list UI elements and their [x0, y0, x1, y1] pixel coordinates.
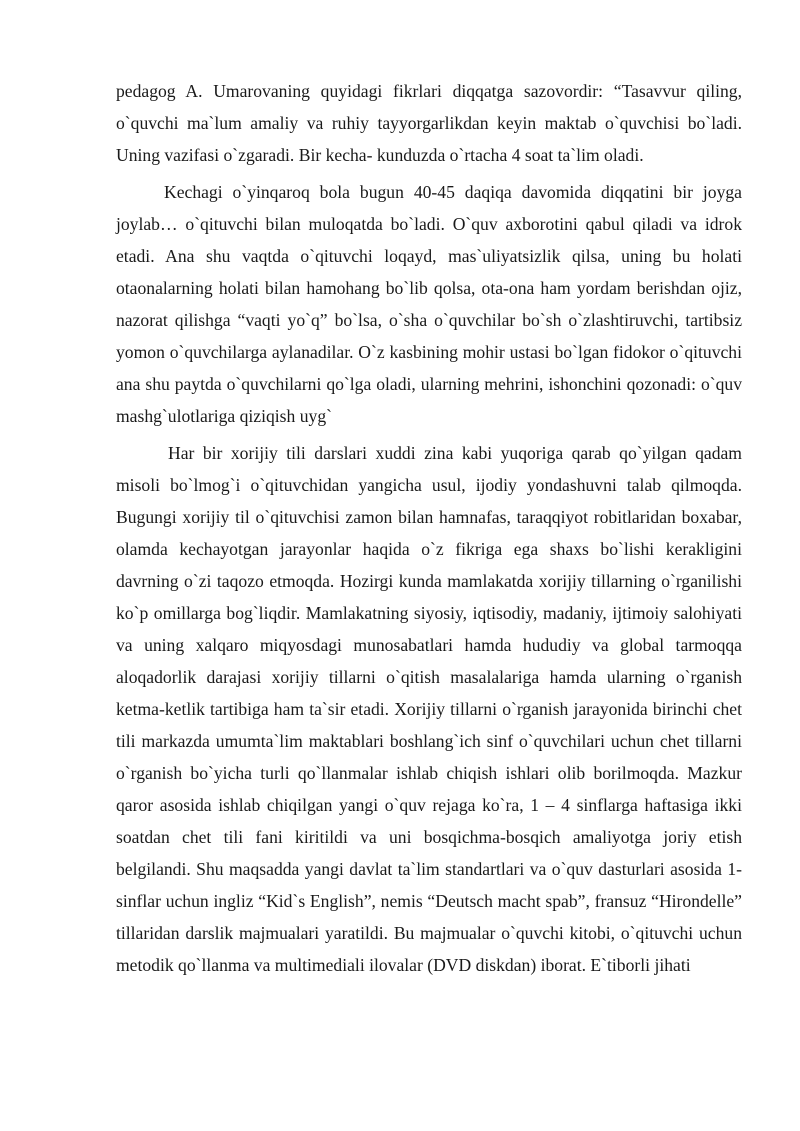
body-text	[116, 75, 742, 981]
paragraph-3: Har bir xorijiy tili darslari xuddi zina kabi yuqoriga qarab qo`yilgan qadam misoli bo`lmog`i o`qituvchidan yangicha usul, ijodiy yondashuvni talab qilmoqda. Bugungi xorijiy til o`qituvchisi zamon bilan hamnafas, taraqqiyot robitlaridan boxabar, olamda kechayotgan jarayonlar haqida o`z fikriga ega shaxs bo`lishi kerakligini davrning o`zi taqozo etmoqda. Hozirgi kunda mamlakatda xorijiy tillarning o`rganilishi ko`p omillarga bog`liqdir. Mamlakatning siyosiy, iqtisodiy, madaniy, ijtimoiy salohiyati va uning xalqaro miqyosdagi munosabatlari hamda hududiy va global tarmoqqa aloqadorlik darajasi xorijiy tillarni o`qitish masalalariga hamda ularning o`rganish ketma-ketlik tartibiga ham ta`sir etadi. Xorijiy tillarni o`rganish jarayonida birinchi chet tili markazda umumta`lim maktablari boshlang`ich sinf o`quvchilari uchun chet tillarni o`rganish bo`yicha turli qo`llanmalar ishlab chiqish ishlari olib borilmoqda. Mazkur qaror asosida ishlab chiqilgan yangi o`quv rejaga ko`ra, 1 – 4 sinflarga haftasiga ikki soatdan chet tili fani kiritildi va uni bosqichma-bosqich amaliyotga joriy etish belgilandi. Shu maqsadda yangi davlat ta`lim standartlari va o`quv dasturlari asosida 1-sinflar uchun ingliz “Kid`s English”, nemis “Deutsch macht spab”, fransuz “Hirondelle” tillaridan darslik majmualari yaratildi. Bu majmualar o`quvchi kitobi, o`qituvchi uchun metodik qo`llanma va multimediali ilovalar (DVD diskdan) iborat. E`tiborli jihati	[116, 443, 742, 975]
paragraph-1: pedagog A. Umarovaning quyidagi fikrlari diqqatga sazovordir: “Tasavvur qiling, o`quvchi ma`lum amaliy va ruhiy tayyorgarlikdan keyin maktab o`quvchisi bo`ladi. Uning vazifasi o`zgaradi. Bir kecha- kunduzda o`rtacha 4 soat ta`lim oladi.	[116, 81, 742, 165]
paragraph-2: Kechagi o`yinqaroq bola bugun 40-45 daqiqa davomida diqqatini bir joyga joylab… o`qituvchi bilan muloqatda bo`ladi. O`quv axborotini qabul qiladi va idrok etadi. Ana shu vaqtda o`qituvchi loqayd, mas`uliyatsizlik qilsa, uning bu holati otaonalarning holati bilan hamohang bo`lib qolsa, ota-ona ham yordam berishdan ojiz, nazorat qilishga “vaqti yo`q” bo`lsa, o`sha o`quvchilar bo`sh o`zlashtiruvchi, tartibsiz yomon o`quvchilarga aylanadilar. O`z kasbining mohir ustasi bo`lgan fidokor o`qituvchi ana shu paytda o`quvchilarni qo`lga oladi, ularning mehrini, ishonchini qozonadi: o`quv mashg`ulotlariga qiziqish uyg`	[116, 182, 742, 426]
